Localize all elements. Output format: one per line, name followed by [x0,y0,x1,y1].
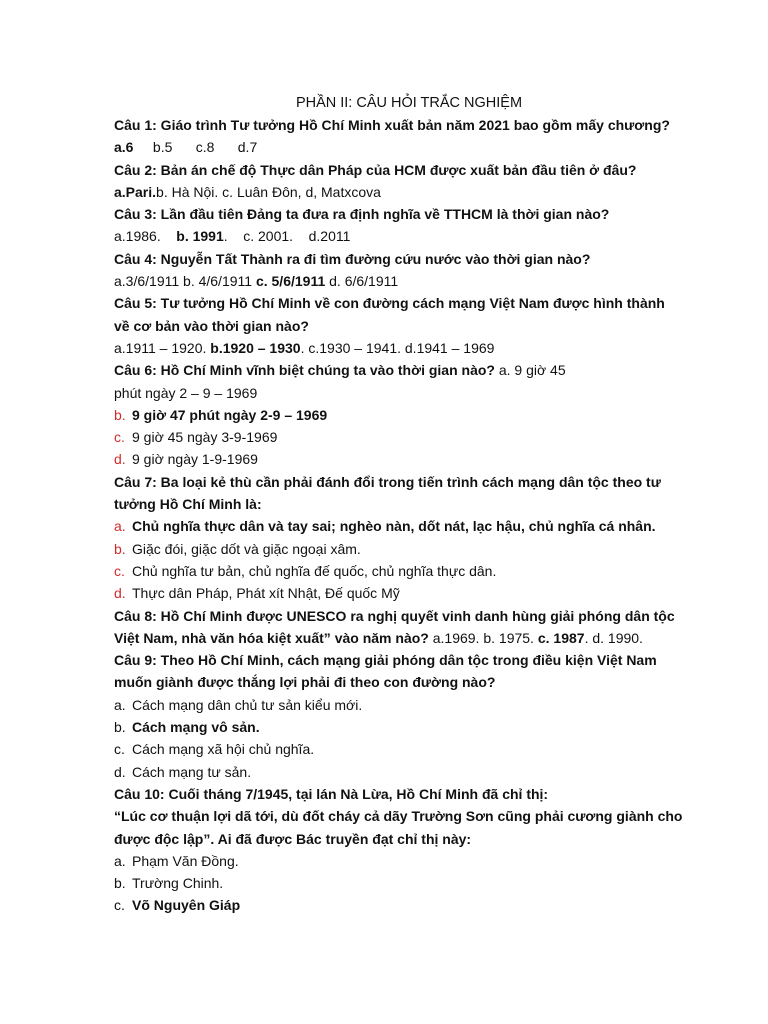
question-2: Câu 2: Bản án chế độ Thực dân Pháp của HCM được xuất bản đầu tiên ở đâu? [114,161,637,178]
q9-option-b-label: b. [114,719,126,736]
q9-option-b [114,716,684,738]
question-8: Câu 8: Hồ Chí Minh được UNESCO ra nghị quyết vinh danh hùng giải phóng dân tộc Việt Nam, nhà văn hóa kiệt xuất” vào năm nào? [114,607,675,646]
q7-option-a-label: a. [114,518,126,535]
question-5-options: a.1911 – 1920. b.1920 – 1930. c.1930 – 1941. d.1941 – 1969 [114,339,495,356]
question-1: Câu 1: Giáo trình Tư tưởng Hồ Chí Minh xuất bản năm 2021 bao gồm mấy chương? [114,117,670,133]
q7-option-b [114,538,684,560]
question-5: Câu 5: Tư tưởng Hồ Chí Minh về con đường cách mạng Việt Nam được hình thành về cơ bản vào thời gian nào? [114,295,665,334]
q10-option-a-text: Phạm Văn Đồng. [132,852,239,869]
q3-option-c: c. 2001. [243,228,294,245]
q6-option-a-continued: phút ngày 2 – 9 – 1969 [114,384,258,401]
q10-option-a-label: a. [114,852,126,869]
q9-option-c-label: c. [114,741,125,758]
question-1-options [114,136,684,158]
q9-option-a-label: a. [114,696,126,713]
question-6-block [114,359,684,381]
q6-option-b-label: b. [114,406,126,423]
question-9: Câu 9: Theo Hồ Chí Minh, cách mạng giải phóng dân tộc trong điều kiện Việt Nam muốn giành được thắng lợi phải đi theo con đường nào? [114,652,657,691]
q5-option-c: c.1930 – 1941. [308,339,401,356]
question-10-quote: “Lúc cơ thuận lợi dã tới, dù đốt cháy cả dãy Trường Sơn cũng phải cương giành cho được độc lập”. Ai đã được Bác truyền đạt chỉ thị này: [114,808,683,847]
question-10: Câu 10: Cuối tháng 7/1945, tại lán Nà Lừa, Hồ Chí Minh đã chỉ thị: [114,785,549,802]
q6-option-a: a. 9 giờ 45 [498,362,566,379]
question-4: Câu 4: Nguyễn Tất Thành ra đi tìm đường cứu nước vào thời gian nào? [114,250,591,267]
q9-option-d-label: d. [114,763,126,780]
q10-option-c-text: Võ Nguyên Giáp [132,897,241,914]
question-3-options: a.1986. b. 1991. c. 2001. d.2011 [114,228,351,245]
q9-option-a [114,694,684,716]
q10-option-c [114,894,684,916]
section-title: PHẦN II: CÂU HỎI TRẮC NGHIỆM [295,95,523,111]
q7-option-c-label: c. [114,562,125,579]
q3-option-a: a.1986. [114,228,161,245]
q7-option-b-text: Giặc đói, giặc dốt và giặc ngoại xâm. [132,540,361,557]
question-6: Câu 6: Hồ Chí Minh vĩnh biệt chúng ta vào thời gian nào? [114,362,495,379]
q6-option-d-text: 9 giờ ngày 1-9-1969 [132,451,258,468]
q2-option-a: a.Pari. [114,183,157,200]
q3-option-b: b. 1991 [176,228,224,245]
q7-option-c-text: Chủ nghĩa tư bản, chủ nghĩa đế quốc, chủ nghĩa thực dân. [132,562,497,579]
q9-option-b-text: Cách mạng vô sản. [132,719,260,736]
question-2-options [114,181,684,203]
q9-option-c-text: Cách mạng xã hội chủ nghĩa. [132,741,315,758]
q1-option-a: a.6 [114,139,134,156]
question-7: Câu 7: Ba loại kẻ thù cần phải đánh đổi trong tiến trình cách mạng dân tộc theo tư tưởng Hồ Chí Minh là: [114,473,661,513]
q5-option-b: b.1920 – 1930 [210,339,301,356]
q3-option-d: d.2011 [308,228,351,245]
q6-option-c [114,426,684,448]
q5-option-a: a.1911 – 1920. [114,339,207,356]
q6-option-b [114,404,684,426]
q8-option-d: d. 1990. [592,629,643,646]
q9-option-c [114,738,684,760]
q7-option-d-text: Thực dân Pháp, Phát xít Nhật, Đế quốc Mỹ [132,585,400,602]
q8-option-b: b. 1975. [483,629,534,646]
q1-option-d: d.7 [237,139,258,156]
q10-option-c-label: c. [114,897,125,914]
q7-option-c [114,560,684,582]
q4-option-a: a.3/6/1911 [114,273,180,290]
q7-option-d [114,582,684,604]
q7-option-b-label: b. [114,540,126,557]
q6-option-d-label: d. [114,451,126,468]
question-3: Câu 3: Lần đầu tiên Đảng ta đưa ra định nghĩa về TTHCM là thời gian nào? [114,206,610,223]
q7-option-a-text: Chủ nghĩa thực dân và tay sai; nghèo nàn, dốt nát, lạc hậu, chủ nghĩa cá nhân. [132,518,656,535]
q6-option-b-text: 9 giờ 47 phút ngày 2-9 – 1969 [132,406,328,423]
q4-option-b: b. 4/6/1911 [183,273,253,290]
q8-option-c: c. 1987 [537,629,585,646]
q10-option-b [114,872,684,894]
q7-option-a [114,515,684,537]
q10-option-b-text: Trường Chinh. [132,875,224,892]
document-content [114,92,684,917]
q6-option-c-label: c. [114,429,125,446]
q5-option-d: d.1941 – 1969 [404,339,495,356]
q2-options-rest: b. Hà Nội. c. Luân Đôn, d, Matxcova [156,183,381,200]
q1-option-b: b.5 [152,139,173,156]
q8-option-a: a.1969. [432,629,480,646]
q1-option-c: c.8 [195,139,215,156]
q9-option-d [114,761,684,783]
q6-option-d [114,448,684,470]
q10-option-b-label: b. [114,875,126,892]
q7-option-d-label: d. [114,585,126,602]
question-4-options [114,270,684,292]
q9-option-d-text: Cách mạng tư sản. [132,763,252,780]
q9-option-a-text: Cách mạng dân chủ tư sản kiểu mới. [132,696,363,713]
question-8-block: Câu 8: Hồ Chí Minh được UNESCO ra nghị quyết vinh danh hùng giải phóng dân tộc Việt Nam, nhà văn hóa kiệt xuất” vào năm nào? a.1969. b. 1975. c. 1987. d. 1990. [114,607,675,646]
q10-option-a [114,850,684,872]
q4-option-c: c. 5/6/1911 [255,273,326,290]
q6-option-c-text: 9 giờ 45 ngày 3-9-1969 [132,429,278,446]
q4-option-d: d. 6/6/1911 [329,273,399,290]
